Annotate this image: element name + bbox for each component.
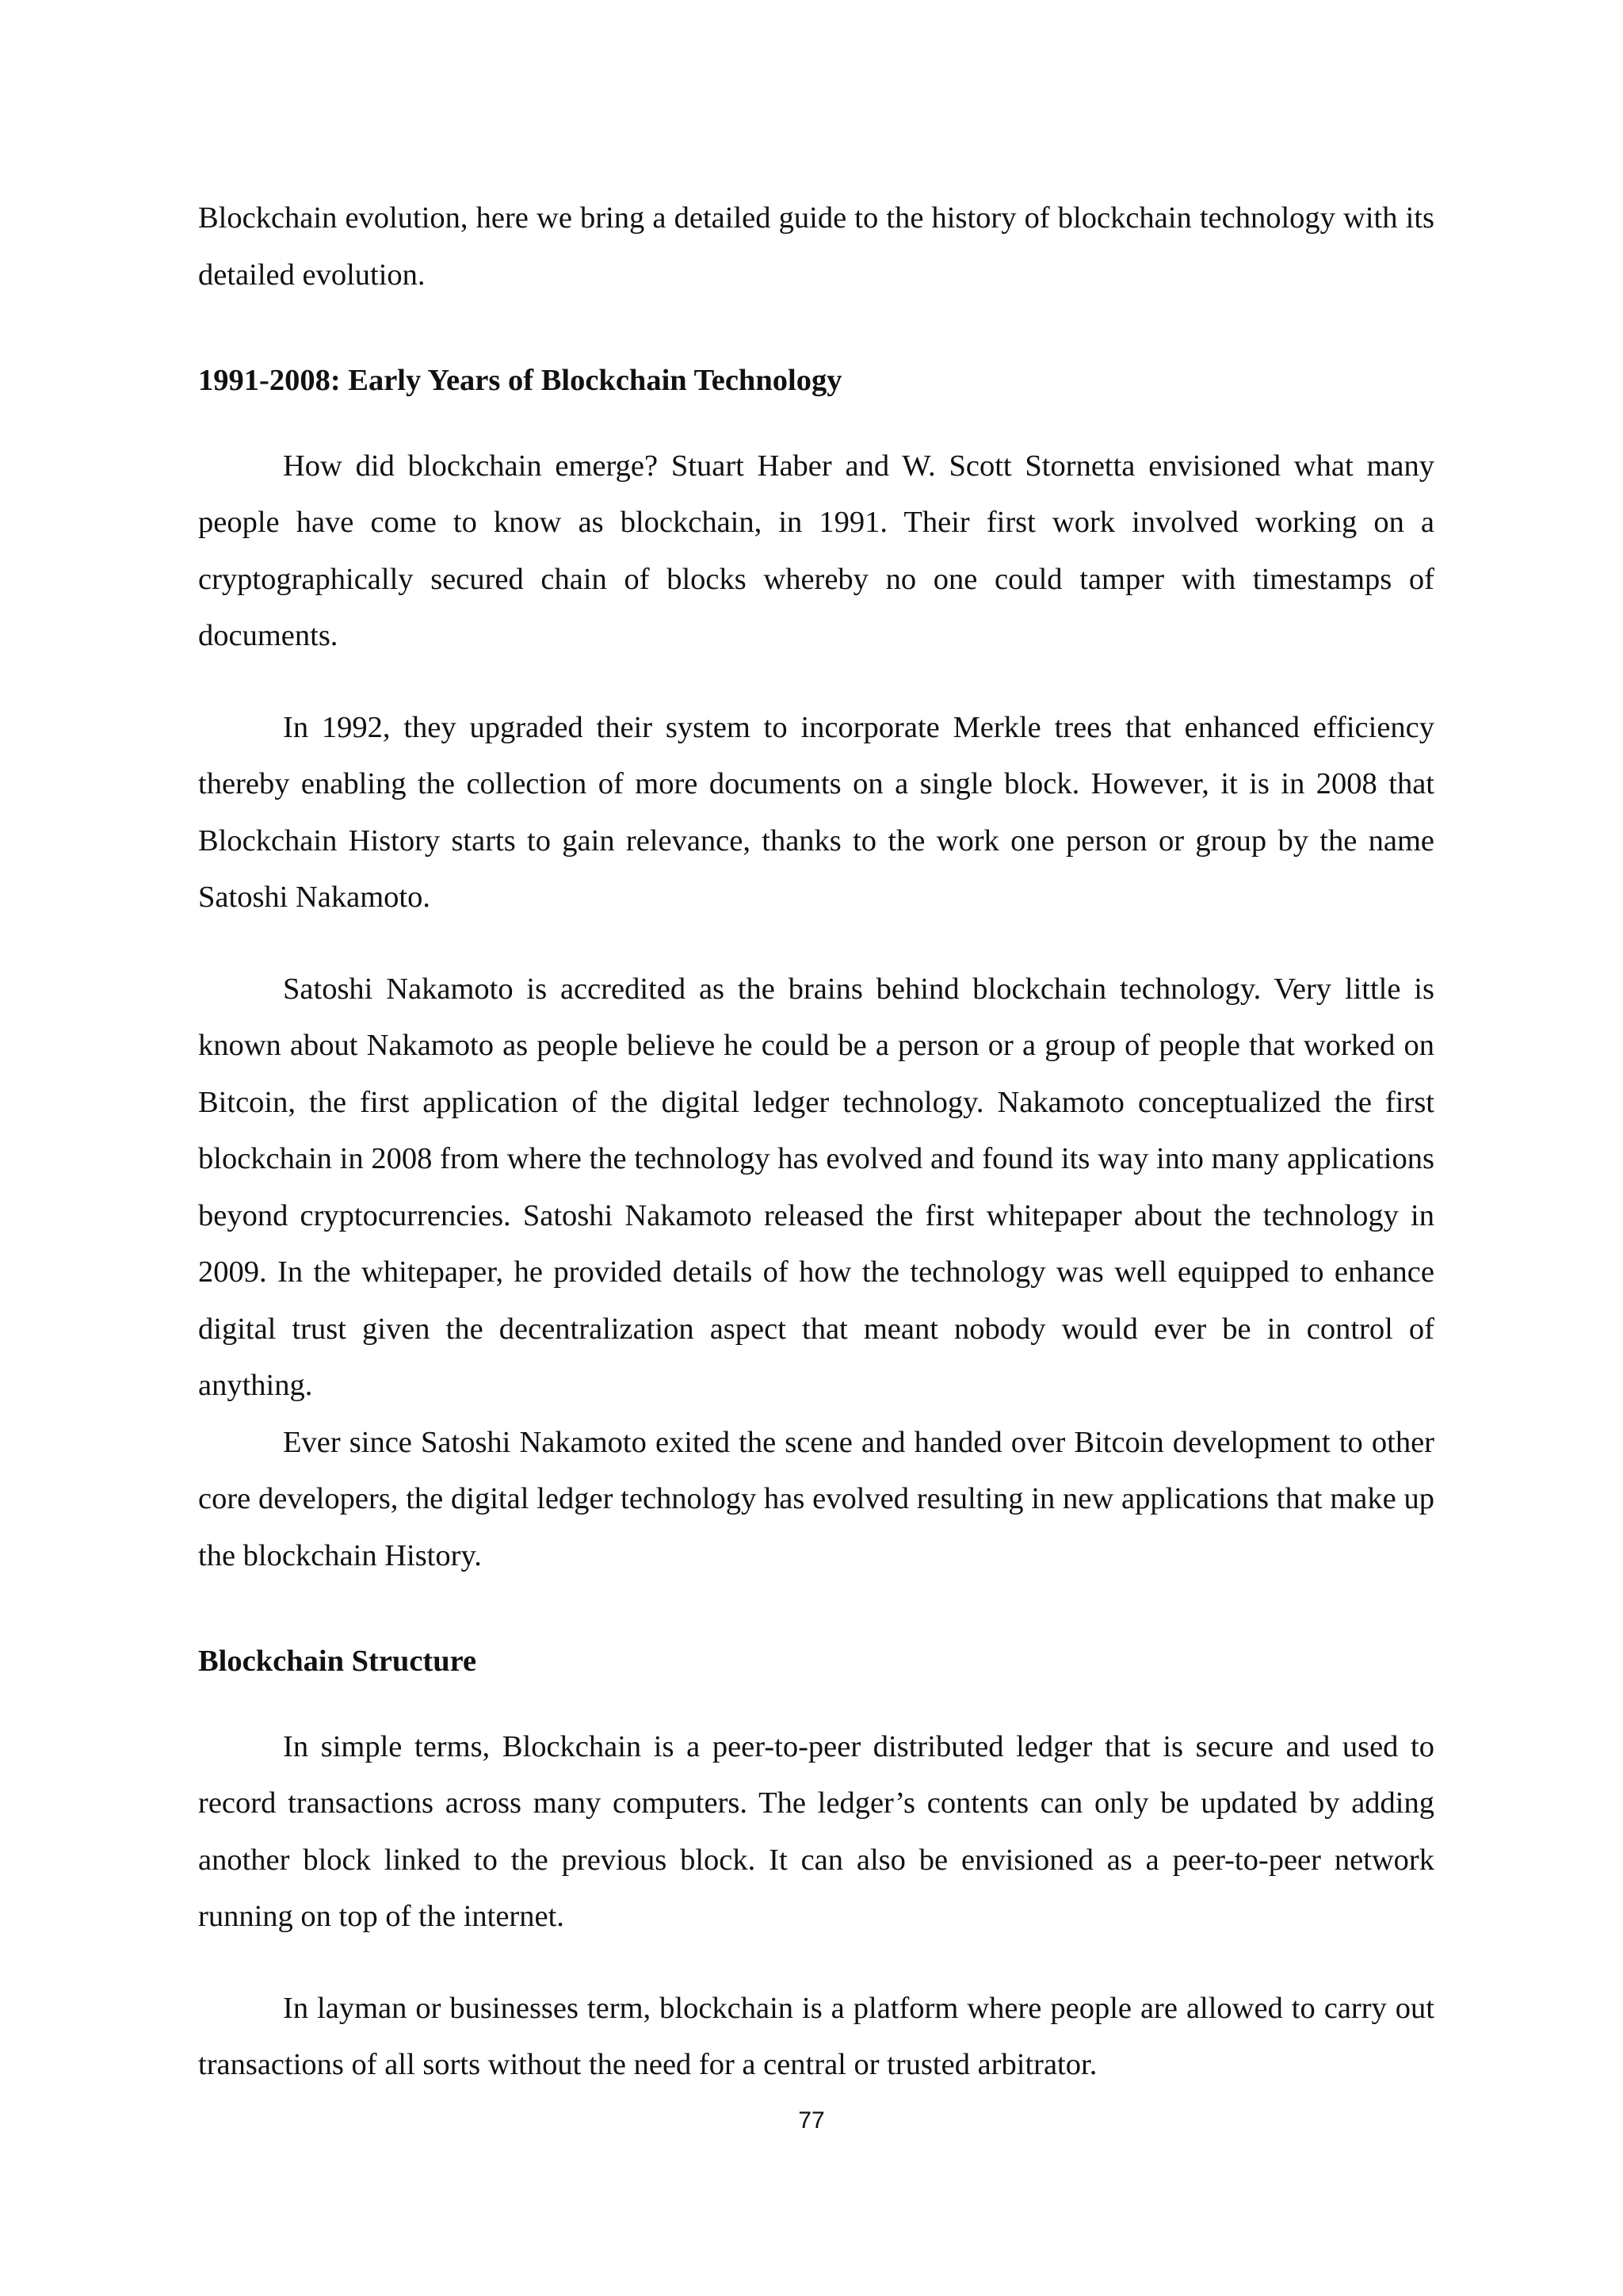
paragraph-simple-terms: In simple terms, Blockchain is a peer-to-peer distributed ledger that is secure and used to record transactions across many computers. The ledger’s contents can only be updated by adding another block linked to the previous block. It can also be envisioned as a peer-to-peer network running on top of the internet. — [198, 1729, 1434, 1933]
page-content — [198, 190, 1434, 2094]
paragraph-1992-merkle: In 1992, they upgraded their system to incorporate Merkle trees that enhanced efficiency thereby enabling the collection of more documents on a single block. However, it is in 2008 that Blockchain History starts to gain relevance, thanks to the work one person or group by the name Satoshi Nakamoto. — [198, 710, 1434, 914]
section-heading-structure: Blockchain Structure — [198, 1645, 477, 1678]
paragraph-layman-terms: In layman or businesses term, blockchain is a platform where people are allowed to carry out transactions of all sorts without the need for a central or trusted arbitrator. — [198, 1991, 1434, 2081]
paragraph-ever-since: Ever since Satoshi Nakamoto exited the scene and handed over Bitcoin development to other core developers, the digital ledger technology has evolved resulting in new applications that make up the blockchain History. — [198, 1425, 1434, 1572]
paragraph-how-emerge: How did blockchain emerge? Stuart Haber and W. Scott Stornetta envisioned what many people have come to know as blockchain, in 1991. Their first work involved working on a cryptographically secured chain of blocks whereby no one could tamper with timestamps of documents. — [198, 449, 1434, 652]
paragraph-nakamoto: Satoshi Nakamoto is accredited as the brains behind blockchain technology. Very little is known about Nakamoto as people believe he could be a person or a group of people that worked on Bitcoin, the first application of the digital ledger technology. Nakamoto conceptualized the first blockchain in 2008 from where the technology has evolved and found its way into many applications beyond cryptocurrencies. Satoshi Nakamoto released the first whitepaper about the technology in 2009. In the whitepaper, he provided details of how the technology was well equipped to enhance digital trust given the decentralization aspect that meant nobody would ever be in control of anything. — [198, 972, 1434, 1402]
page-number: 77 — [798, 2107, 825, 2134]
section-heading-early-years: 1991-2008: Early Years of Blockchain Technology — [198, 364, 842, 397]
intro-paragraph: Blockchain evolution, here we bring a detailed guide to the history of blockchain technology with its detailed evolution. — [198, 201, 1434, 292]
